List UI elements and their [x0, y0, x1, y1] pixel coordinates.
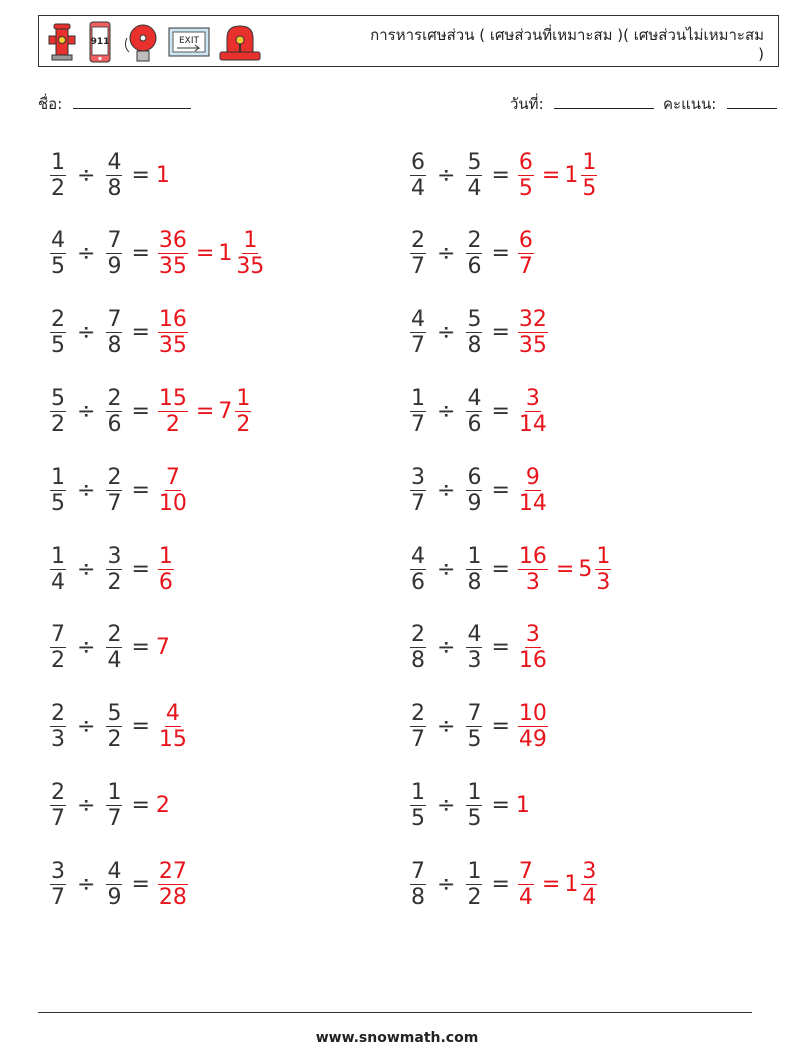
mixed-fraction-numerator: 1 [582, 149, 597, 175]
answer-fraction [158, 859, 188, 910]
problem-item [48, 303, 190, 363]
dividend-fraction-denominator: 4 [411, 175, 425, 201]
divisor-fraction [466, 228, 482, 279]
equals-sign: = [491, 162, 510, 188]
dividend-fraction [410, 622, 426, 673]
equals-sign: = [491, 241, 510, 267]
answer [156, 859, 190, 910]
dividend-fraction [410, 150, 426, 201]
dividend-fraction [410, 307, 426, 358]
answer-fraction-numerator: 3 [525, 622, 540, 648]
mixed-whole: 7 [218, 398, 233, 424]
divisor-fraction-numerator: 5 [467, 307, 482, 333]
divisor-fraction-numerator: 1 [107, 779, 122, 805]
worksheet-title: การหารเศษส่วน ( เศษส่วนที่เหมาะสม )( เศษส่วนไม่เหมาะสม ) [370, 26, 764, 63]
divisor-fraction-denominator: 8 [107, 175, 122, 201]
answer [156, 386, 253, 437]
dividend-fraction-denominator: 5 [51, 490, 65, 516]
problem-item [48, 381, 253, 441]
answer [516, 465, 550, 516]
divisor-fraction-numerator: 4 [107, 858, 122, 884]
problem-item [48, 145, 170, 205]
score-label: คะแนน: [663, 95, 717, 113]
dividend-fraction-denominator: 7 [51, 884, 65, 910]
answer [516, 701, 550, 752]
divisor-fraction-denominator: 6 [467, 411, 482, 437]
equals-sign: = [131, 162, 150, 188]
dividend-fraction [50, 150, 66, 201]
divide-sign: ÷ [437, 871, 456, 897]
divisor-fraction [466, 780, 482, 831]
divisor-fraction-denominator: 2 [467, 884, 482, 910]
divisor-fraction [106, 622, 122, 673]
divide-sign: ÷ [77, 556, 96, 582]
divisor-fraction-denominator: 4 [107, 648, 122, 674]
divisor-fraction-numerator: 4 [107, 149, 122, 175]
footer-url: www.snowmath.com [315, 1030, 479, 1046]
equals-sign: = [131, 556, 150, 582]
divide-sign: ÷ [77, 477, 96, 503]
dividend-fraction [50, 859, 66, 910]
mixed-fraction-denominator: 5 [582, 175, 597, 201]
equals-sign: = [491, 477, 510, 503]
answer-fraction-denominator: 35 [518, 333, 547, 359]
answer-fraction-numerator: 36 [158, 228, 187, 254]
name-line[interactable] [73, 92, 191, 109]
dividend-fraction-numerator: 2 [51, 779, 65, 805]
answer-fraction-denominator: 28 [158, 884, 187, 910]
equals-sign: = [491, 871, 510, 897]
dividend-fraction [410, 386, 426, 437]
divide-sign: ÷ [77, 320, 96, 346]
equals-sign: = [555, 556, 575, 582]
answer-fraction-denominator: 14 [518, 490, 547, 516]
equals-sign: = [491, 714, 510, 740]
answer-fraction [158, 386, 188, 437]
answer-fraction-numerator: 1 [158, 543, 173, 569]
answer-whole: 1 [155, 162, 170, 188]
answer-fraction-denominator: 6 [158, 569, 173, 595]
dividend-fraction-denominator: 5 [51, 254, 65, 280]
problem-item [48, 539, 176, 599]
answer-fraction-denominator: 15 [158, 727, 187, 753]
mixed-fraction-numerator: 1 [236, 385, 251, 411]
answer-fraction-numerator: 4 [165, 701, 180, 727]
divisor-fraction-numerator: 1 [467, 779, 482, 805]
mixed-fraction-denominator: 4 [582, 884, 597, 910]
mixed-fraction-numerator: 1 [596, 543, 611, 569]
divisor-fraction [106, 307, 122, 358]
answer-fraction [518, 465, 548, 516]
answer-fraction-denominator: 7 [518, 254, 533, 280]
answer [516, 793, 530, 818]
divisor-fraction [466, 150, 482, 201]
mixed-fraction [595, 544, 611, 595]
answer [516, 859, 599, 910]
equals-sign: = [131, 398, 150, 424]
answer-fraction-numerator: 3 [525, 385, 540, 411]
answer-fraction [158, 701, 188, 752]
answer-fraction [518, 150, 534, 201]
divisor-fraction-numerator: 5 [467, 149, 482, 175]
answer-fraction-denominator: 5 [518, 175, 533, 201]
alarm-bell-icon [121, 20, 161, 64]
dividend-fraction-numerator: 1 [411, 779, 425, 805]
exit-sign-text: EXIT [178, 36, 200, 46]
answer-fraction [518, 228, 534, 279]
exit-sign-icon [167, 24, 211, 60]
divisor-fraction-denominator: 3 [467, 648, 482, 674]
dividend-fraction-denominator: 7 [411, 254, 425, 280]
fire-hydrant-icon [45, 20, 79, 64]
mixed-fraction [581, 150, 597, 201]
divisor-fraction-numerator: 7 [107, 228, 122, 254]
answer-fraction [518, 386, 548, 437]
equals-sign: = [131, 792, 150, 818]
divisor-fraction [106, 701, 122, 752]
equals-sign: = [491, 635, 510, 661]
problem-item [408, 381, 550, 441]
dividend-fraction-numerator: 4 [411, 543, 425, 569]
dividend-fraction-numerator: 7 [411, 858, 425, 884]
answer-fraction-numerator: 7 [518, 858, 533, 884]
problem-item [408, 539, 613, 599]
equals-sign: = [131, 635, 150, 661]
dividend-fraction-denominator: 8 [411, 884, 425, 910]
dividend-fraction-numerator: 5 [51, 385, 65, 411]
dividend-fraction-numerator: 2 [51, 701, 65, 727]
problem-item [408, 460, 550, 520]
answer-fraction-denominator: 16 [518, 648, 547, 674]
answer-fraction-denominator: 49 [518, 727, 547, 753]
mixed-whole: 1 [564, 871, 579, 897]
divide-sign: ÷ [77, 241, 96, 267]
divisor-fraction-denominator: 2 [107, 569, 122, 595]
dividend-fraction-denominator: 2 [51, 175, 65, 201]
dividend-fraction-denominator: 8 [411, 648, 425, 674]
equals-sign: = [131, 320, 150, 346]
answer [516, 307, 550, 358]
divisor-fraction-denominator: 8 [107, 333, 122, 359]
mixed-fraction [581, 859, 597, 910]
answer-fraction [518, 544, 548, 595]
mixed-fraction-denominator: 35 [236, 254, 265, 280]
mixed-fraction-numerator: 1 [243, 228, 258, 254]
equals-sign: = [131, 477, 150, 503]
answer [516, 150, 599, 201]
divisor-fraction-denominator: 9 [107, 254, 122, 280]
divide-sign: ÷ [77, 162, 96, 188]
dividend-fraction-numerator: 3 [51, 858, 65, 884]
equals-sign: = [491, 792, 510, 818]
answer [156, 793, 170, 818]
equals-sign: = [541, 162, 561, 188]
answer-fraction-numerator: 9 [525, 464, 540, 490]
divide-sign: ÷ [437, 241, 456, 267]
problem-item [48, 854, 190, 914]
dividend-fraction-numerator: 1 [51, 543, 65, 569]
answer-fraction [158, 544, 174, 595]
mixed-fraction-denominator: 3 [596, 569, 611, 595]
dividend-fraction [50, 544, 66, 595]
divisor-fraction-numerator: 3 [107, 543, 122, 569]
worksheet-header [38, 15, 779, 67]
answer-fraction-numerator: 27 [158, 858, 187, 884]
problem-item [48, 697, 190, 757]
dividend-fraction-numerator: 2 [51, 307, 65, 333]
divisor-fraction [106, 150, 122, 201]
mixed-whole: 5 [578, 556, 593, 582]
answer-fraction-denominator: 14 [518, 411, 547, 437]
dividend-fraction-numerator: 4 [51, 228, 65, 254]
answer-fraction [518, 859, 534, 910]
siren-light-icon [217, 20, 263, 64]
dividend-fraction [410, 780, 426, 831]
dividend-fraction [50, 228, 66, 279]
equals-sign: = [195, 398, 215, 424]
divisor-fraction-denominator: 8 [467, 333, 482, 359]
name-field[interactable] [38, 92, 191, 116]
divisor-fraction-numerator: 1 [467, 543, 482, 569]
answer [516, 544, 613, 595]
answer [156, 228, 267, 279]
answer-fraction [158, 228, 188, 279]
equals-sign: = [491, 398, 510, 424]
divisor-fraction [466, 386, 482, 437]
answer-fraction-denominator: 35 [158, 254, 187, 280]
dividend-fraction-numerator: 1 [411, 385, 425, 411]
dividend-fraction [410, 228, 426, 279]
dividend-fraction-denominator: 7 [51, 805, 65, 831]
divisor-fraction-numerator: 2 [107, 622, 122, 648]
answer-whole: 1 [515, 792, 530, 818]
equals-sign: = [491, 320, 510, 346]
answer [156, 701, 190, 752]
divisor-fraction-numerator: 1 [467, 858, 482, 884]
dividend-fraction [50, 465, 66, 516]
divisor-fraction-denominator: 6 [467, 254, 482, 280]
footer-divider [38, 1012, 752, 1013]
dividend-fraction-denominator: 5 [51, 333, 65, 359]
answer-fraction [518, 701, 548, 752]
phone-911-text: 911 [90, 37, 110, 47]
divisor-fraction-denominator: 2 [107, 727, 122, 753]
divisor-fraction [106, 465, 122, 516]
dividend-fraction-numerator: 2 [411, 228, 425, 254]
mixed-fraction-denominator: 2 [236, 411, 251, 437]
date-field[interactable] [510, 92, 654, 116]
dividend-fraction-numerator: 6 [411, 149, 425, 175]
dividend-fraction-denominator: 5 [411, 805, 425, 831]
divisor-fraction-numerator: 2 [107, 385, 122, 411]
answer-fraction-numerator: 10 [518, 701, 547, 727]
equals-sign: = [131, 241, 150, 267]
answer [156, 465, 190, 516]
problem-item [408, 303, 550, 363]
dividend-fraction [50, 780, 66, 831]
divisor-fraction-denominator: 5 [467, 727, 482, 753]
divisor-fraction [466, 307, 482, 358]
mixed-fraction-numerator: 3 [582, 858, 597, 884]
dividend-fraction-denominator: 6 [411, 569, 425, 595]
equals-sign: = [131, 714, 150, 740]
answer-fraction-denominator: 10 [158, 490, 187, 516]
divisor-fraction [106, 544, 122, 595]
problem-item [48, 775, 170, 835]
divide-sign: ÷ [437, 477, 456, 503]
equals-sign: = [131, 871, 150, 897]
answer-fraction-denominator: 2 [165, 411, 180, 437]
answer-fraction [158, 465, 188, 516]
answer-fraction-numerator: 6 [518, 149, 533, 175]
divisor-fraction [106, 780, 122, 831]
divisor-fraction [466, 465, 482, 516]
dividend-fraction [50, 386, 66, 437]
answer-fraction-numerator: 15 [158, 385, 187, 411]
answer-fraction-denominator: 4 [518, 884, 533, 910]
answer-fraction-numerator: 16 [158, 307, 187, 333]
divide-sign: ÷ [437, 635, 456, 661]
divisor-fraction-numerator: 5 [107, 701, 122, 727]
divide-sign: ÷ [437, 162, 456, 188]
dividend-fraction [410, 465, 426, 516]
answer [156, 307, 190, 358]
divisor-fraction-denominator: 4 [467, 175, 482, 201]
divisor-fraction-denominator: 6 [107, 411, 122, 437]
problem-item [48, 224, 267, 284]
dividend-fraction-denominator: 2 [51, 648, 65, 674]
dividend-fraction-denominator: 7 [411, 411, 425, 437]
divide-sign: ÷ [437, 556, 456, 582]
divide-sign: ÷ [77, 871, 96, 897]
answer [156, 544, 176, 595]
score-field[interactable] [663, 92, 777, 116]
dividend-fraction-numerator: 4 [411, 307, 425, 333]
divide-sign: ÷ [77, 398, 96, 424]
divisor-fraction [466, 544, 482, 595]
divisor-fraction-numerator: 2 [467, 228, 482, 254]
equals-sign: = [195, 241, 215, 267]
dividend-fraction-denominator: 7 [411, 333, 425, 359]
mixed-fraction [235, 386, 251, 437]
dividend-fraction-numerator: 1 [51, 149, 65, 175]
answer-fraction [518, 307, 548, 358]
score-line[interactable] [727, 92, 777, 109]
divisor-fraction-numerator: 7 [107, 307, 122, 333]
equals-sign: = [541, 871, 561, 897]
divide-sign: ÷ [437, 398, 456, 424]
mixed-whole: 1 [564, 162, 579, 188]
problem-item [408, 618, 550, 678]
divisor-fraction-numerator: 4 [467, 622, 482, 648]
dividend-fraction [50, 701, 66, 752]
dividend-fraction-denominator: 2 [51, 411, 65, 437]
divisor-fraction [106, 228, 122, 279]
problem-item [48, 460, 190, 520]
problem-item [408, 224, 536, 284]
answer [516, 228, 536, 279]
divide-sign: ÷ [77, 792, 96, 818]
answer [516, 622, 550, 673]
divisor-fraction-denominator: 8 [467, 569, 482, 595]
problem-item [48, 618, 170, 678]
answer-whole: 7 [155, 635, 170, 661]
divisor-fraction-denominator: 7 [107, 805, 122, 831]
dividend-fraction-denominator: 7 [411, 490, 425, 516]
dividend-fraction [410, 859, 426, 910]
divide-sign: ÷ [437, 792, 456, 818]
divisor-fraction-denominator: 7 [107, 490, 122, 516]
divisor-fraction [106, 859, 122, 910]
answer-fraction-numerator: 16 [518, 543, 547, 569]
dividend-fraction-numerator: 1 [51, 464, 65, 490]
dividend-fraction-numerator: 2 [411, 622, 425, 648]
answer [516, 386, 550, 437]
divisor-fraction [106, 386, 122, 437]
dividend-fraction [50, 622, 66, 673]
problem-item [408, 145, 599, 205]
divisor-fraction-numerator: 6 [467, 464, 482, 490]
dividend-fraction-denominator: 3 [51, 727, 65, 753]
dividend-fraction [410, 701, 426, 752]
dividend-fraction-denominator: 4 [51, 569, 65, 595]
divisor-fraction-denominator: 9 [467, 490, 482, 516]
divide-sign: ÷ [437, 714, 456, 740]
dividend-fraction [410, 544, 426, 595]
equals-sign: = [491, 556, 510, 582]
name-label: ชื่อ: [38, 95, 63, 113]
answer [156, 163, 170, 188]
mixed-fraction [235, 228, 265, 279]
mixed-whole: 1 [218, 241, 233, 267]
problem-item [408, 854, 599, 914]
divide-sign: ÷ [437, 320, 456, 346]
divisor-fraction-numerator: 4 [467, 385, 482, 411]
dividend-fraction [50, 307, 66, 358]
divisor-fraction [466, 859, 482, 910]
problem-item [408, 697, 550, 757]
answer-whole: 2 [155, 792, 170, 818]
date-label: วันที่: [510, 95, 544, 113]
answer-fraction [158, 307, 188, 358]
divisor-fraction [466, 622, 482, 673]
answer-fraction [518, 622, 548, 673]
dividend-fraction-numerator: 2 [411, 701, 425, 727]
dividend-fraction-numerator: 3 [411, 464, 425, 490]
dividend-fraction-denominator: 7 [411, 727, 425, 753]
phone-911-icon [85, 20, 115, 64]
answer [156, 635, 170, 660]
divisor-fraction-numerator: 7 [467, 701, 482, 727]
answer-fraction-denominator: 3 [525, 569, 540, 595]
divisor-fraction [466, 701, 482, 752]
divisor-fraction-denominator: 5 [467, 805, 482, 831]
divide-sign: ÷ [77, 635, 96, 661]
answer-fraction-numerator: 6 [518, 228, 533, 254]
divisor-fraction-denominator: 9 [107, 884, 122, 910]
dividend-fraction-numerator: 7 [51, 622, 65, 648]
problem-item [408, 775, 530, 835]
header-icons [45, 20, 263, 64]
answer-fraction-numerator: 7 [165, 464, 180, 490]
date-line[interactable] [554, 92, 654, 109]
divide-sign: ÷ [77, 714, 96, 740]
divisor-fraction-numerator: 2 [107, 464, 122, 490]
answer-fraction-denominator: 35 [158, 333, 187, 359]
answer-fraction-numerator: 32 [518, 307, 547, 333]
